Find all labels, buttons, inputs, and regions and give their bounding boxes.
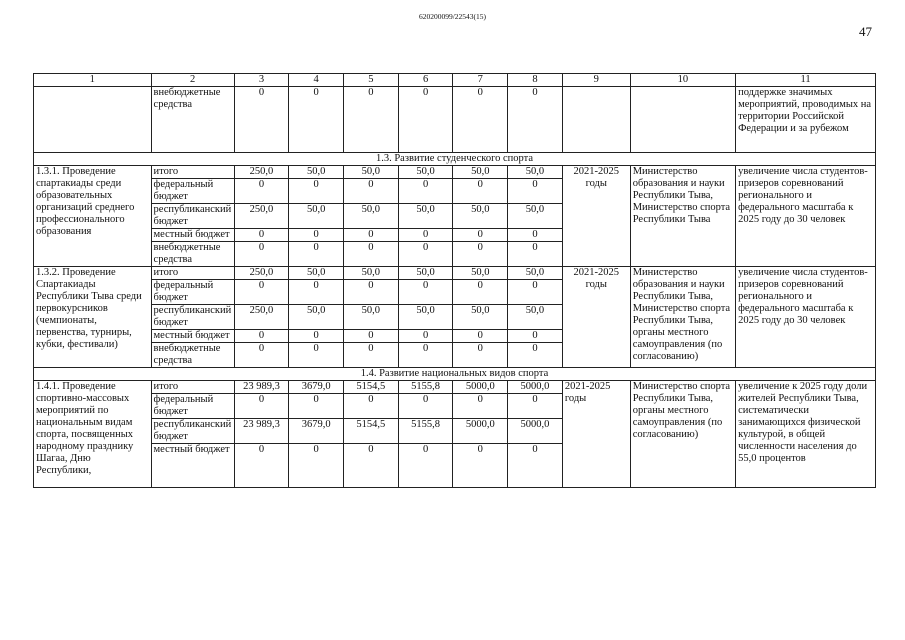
- amount-cell: 50,0: [508, 305, 563, 330]
- column-number-row: [34, 74, 876, 87]
- page-number: 47: [859, 24, 872, 39]
- amount-cell: 0: [289, 242, 344, 267]
- amount-cell: 0: [234, 280, 289, 305]
- program-table: [33, 73, 876, 488]
- amount-cell: 0: [344, 179, 399, 204]
- section-row: [34, 153, 876, 166]
- funding-source: федеральный бюджет: [151, 394, 234, 419]
- amount-cell: 50,0: [344, 204, 399, 229]
- amount-cell: 50,0: [453, 267, 508, 280]
- amount-cell: 50,0: [398, 166, 453, 179]
- amount-cell: 23 989,3: [234, 381, 289, 394]
- amount-cell: 0: [508, 242, 563, 267]
- amount-cell: 0: [289, 394, 344, 419]
- amount-cell: 50,0: [344, 267, 399, 280]
- amount-cell: 0: [508, 330, 563, 343]
- funding-source: местный бюджет: [151, 229, 234, 242]
- amount-cell: 50,0: [508, 166, 563, 179]
- amount-cell: 0: [234, 87, 289, 153]
- amount-cell: 5000,0: [453, 419, 508, 444]
- amount-cell: 0: [398, 280, 453, 305]
- period: 2021-2025 годы: [562, 381, 630, 488]
- funding-source: итого: [151, 267, 234, 280]
- amount-cell: 50,0: [453, 204, 508, 229]
- executor: Министерство образования и науки Республики Тыва, Министерство спорта Республики Тыва: [630, 166, 735, 267]
- amount-cell: 50,0: [344, 166, 399, 179]
- column-number: 2: [151, 74, 234, 87]
- amount-cell: 0: [508, 394, 563, 419]
- column-number: 8: [508, 74, 563, 87]
- amount-cell: 0: [508, 280, 563, 305]
- amount-cell: 0: [453, 330, 508, 343]
- amount-cell: 3679,0: [289, 419, 344, 444]
- amount-cell: 5155,8: [398, 419, 453, 444]
- amount-cell: 0: [453, 444, 508, 488]
- amount-cell: 50,0: [289, 305, 344, 330]
- expected-result: увеличение числа студентов-призеров соревнований регионального и федерального масштаба к 2025 году до 30 человек: [736, 166, 876, 267]
- amount-cell: 0: [453, 87, 508, 153]
- column-number: 4: [289, 74, 344, 87]
- amount-cell: 0: [289, 444, 344, 488]
- period: 2021-2025 годы: [562, 267, 630, 368]
- amount-cell: 0: [453, 179, 508, 204]
- amount-cell: 0: [344, 444, 399, 488]
- table-row: [34, 267, 876, 280]
- amount-cell: 0: [508, 444, 563, 488]
- column-number: 3: [234, 74, 289, 87]
- amount-cell: 250,0: [234, 267, 289, 280]
- table-row: [34, 381, 876, 394]
- amount-cell: 0: [344, 343, 399, 368]
- activity-name: 1.3.2. Проведение Спартакиады Республики Тыва среди первокурсников (чемпионаты, первенства, турниры, кубки, фестивали): [34, 267, 152, 368]
- funding-source: республиканский бюджет: [151, 419, 234, 444]
- amount-cell: 5000,0: [508, 381, 563, 394]
- funding-source: республиканский бюджет: [151, 305, 234, 330]
- amount-cell: 0: [398, 87, 453, 153]
- document-id: 620200099/22543(15): [418, 12, 487, 21]
- amount-cell: 250,0: [234, 204, 289, 229]
- amount-cell: 0: [508, 343, 563, 368]
- amount-cell: 50,0: [289, 267, 344, 280]
- amount-cell: 0: [234, 444, 289, 488]
- amount-cell: 0: [344, 394, 399, 419]
- section-title: 1.4. Развитие национальных видов спорта: [34, 368, 876, 381]
- amount-cell: 5000,0: [453, 381, 508, 394]
- amount-cell: 0: [234, 179, 289, 204]
- table-row: [34, 87, 876, 153]
- amount-cell: 5000,0: [508, 419, 563, 444]
- table-row: [34, 166, 876, 179]
- amount-cell: 0: [344, 280, 399, 305]
- amount-cell: 0: [453, 242, 508, 267]
- funding-source: федеральный бюджет: [151, 179, 234, 204]
- amount-cell: 0: [453, 343, 508, 368]
- amount-cell: 0: [344, 330, 399, 343]
- amount-cell: 0: [508, 229, 563, 242]
- expected-result: поддержке значимых мероприятий, проводимых на территории Российской Федерации и за рубежом: [736, 87, 876, 153]
- amount-cell: 50,0: [289, 166, 344, 179]
- amount-cell: 50,0: [344, 305, 399, 330]
- funding-source: итого: [151, 381, 234, 394]
- executor: Министерство образования и науки Республики Тыва, Министерство спорта Республики Тыва, органы местного самоуправления (по согласованию): [630, 267, 735, 368]
- column-number: 9: [562, 74, 630, 87]
- period: 2021-2025 годы: [562, 166, 630, 267]
- amount-cell: 0: [234, 229, 289, 242]
- amount-cell: 5154,5: [344, 419, 399, 444]
- funding-source: местный бюджет: [151, 444, 234, 488]
- section-title: 1.3. Развитие студенческого спорта: [34, 153, 876, 166]
- amount-cell: 0: [289, 179, 344, 204]
- amount-cell: 0: [289, 229, 344, 242]
- amount-cell: 3679,0: [289, 381, 344, 394]
- amount-cell: 0: [344, 242, 399, 267]
- executor: Министерство спорта Республики Тыва, органы местного самоуправления (по согласованию): [630, 381, 735, 488]
- amount-cell: 0: [344, 229, 399, 242]
- amount-cell: 50,0: [508, 204, 563, 229]
- amount-cell: 0: [398, 229, 453, 242]
- amount-cell: 0: [344, 87, 399, 153]
- amount-cell: 0: [289, 330, 344, 343]
- column-number: 10: [630, 74, 735, 87]
- column-number: 5: [344, 74, 399, 87]
- amount-cell: 0: [289, 87, 344, 153]
- amount-cell: 50,0: [289, 204, 344, 229]
- amount-cell: 0: [234, 330, 289, 343]
- activity-name: 1.3.1. Проведение спартакиады среди образовательных организаций среднего профессионального образования: [34, 166, 152, 267]
- amount-cell: 50,0: [398, 305, 453, 330]
- amount-cell: 0: [398, 444, 453, 488]
- amount-cell: 50,0: [398, 267, 453, 280]
- activity-name: 1.4.1. Проведение спортивно-массовых мероприятий по национальным видам спорта, посвященных народному празднику Шагаа, Дню Республики,: [34, 381, 152, 488]
- amount-cell: 50,0: [453, 305, 508, 330]
- amount-cell: 23 989,3: [234, 419, 289, 444]
- amount-cell: 0: [398, 179, 453, 204]
- amount-cell: 50,0: [508, 267, 563, 280]
- amount-cell: 5155,8: [398, 381, 453, 394]
- amount-cell: 0: [289, 280, 344, 305]
- funding-source: республиканский бюджет: [151, 204, 234, 229]
- funding-source: местный бюджет: [151, 330, 234, 343]
- funding-source: итого: [151, 166, 234, 179]
- amount-cell: 0: [453, 394, 508, 419]
- column-number: 11: [736, 74, 876, 87]
- amount-cell: 0: [234, 343, 289, 368]
- column-number: 1: [34, 74, 152, 87]
- funding-source: внебюджетные средства: [151, 87, 234, 153]
- amount-cell: 0: [508, 179, 563, 204]
- amount-cell: 50,0: [398, 204, 453, 229]
- section-row: [34, 368, 876, 381]
- amount-cell: 0: [508, 87, 563, 153]
- amount-cell: 0: [289, 343, 344, 368]
- funding-source: федеральный бюджет: [151, 280, 234, 305]
- funding-source: внебюджетные средства: [151, 242, 234, 267]
- column-number: 6: [398, 74, 453, 87]
- amount-cell: 0: [398, 343, 453, 368]
- amount-cell: 250,0: [234, 166, 289, 179]
- column-number: 7: [453, 74, 508, 87]
- amount-cell: 0: [234, 242, 289, 267]
- expected-result: увеличение числа студентов-призеров соревнований регионального и федерального масштаба к 2025 году до 30 человек: [736, 267, 876, 368]
- amount-cell: 50,0: [453, 166, 508, 179]
- amount-cell: 0: [398, 330, 453, 343]
- amount-cell: 5154,5: [344, 381, 399, 394]
- amount-cell: 0: [398, 394, 453, 419]
- funding-source: внебюджетные средства: [151, 343, 234, 368]
- amount-cell: 250,0: [234, 305, 289, 330]
- amount-cell: 0: [234, 394, 289, 419]
- amount-cell: 0: [398, 242, 453, 267]
- expected-result: увеличение к 2025 году доли жителей Республики Тыва, систематически занимающихся физической культурой, в общей численности населения до 55,0 процентов: [736, 381, 876, 488]
- amount-cell: 0: [453, 229, 508, 242]
- amount-cell: 0: [453, 280, 508, 305]
